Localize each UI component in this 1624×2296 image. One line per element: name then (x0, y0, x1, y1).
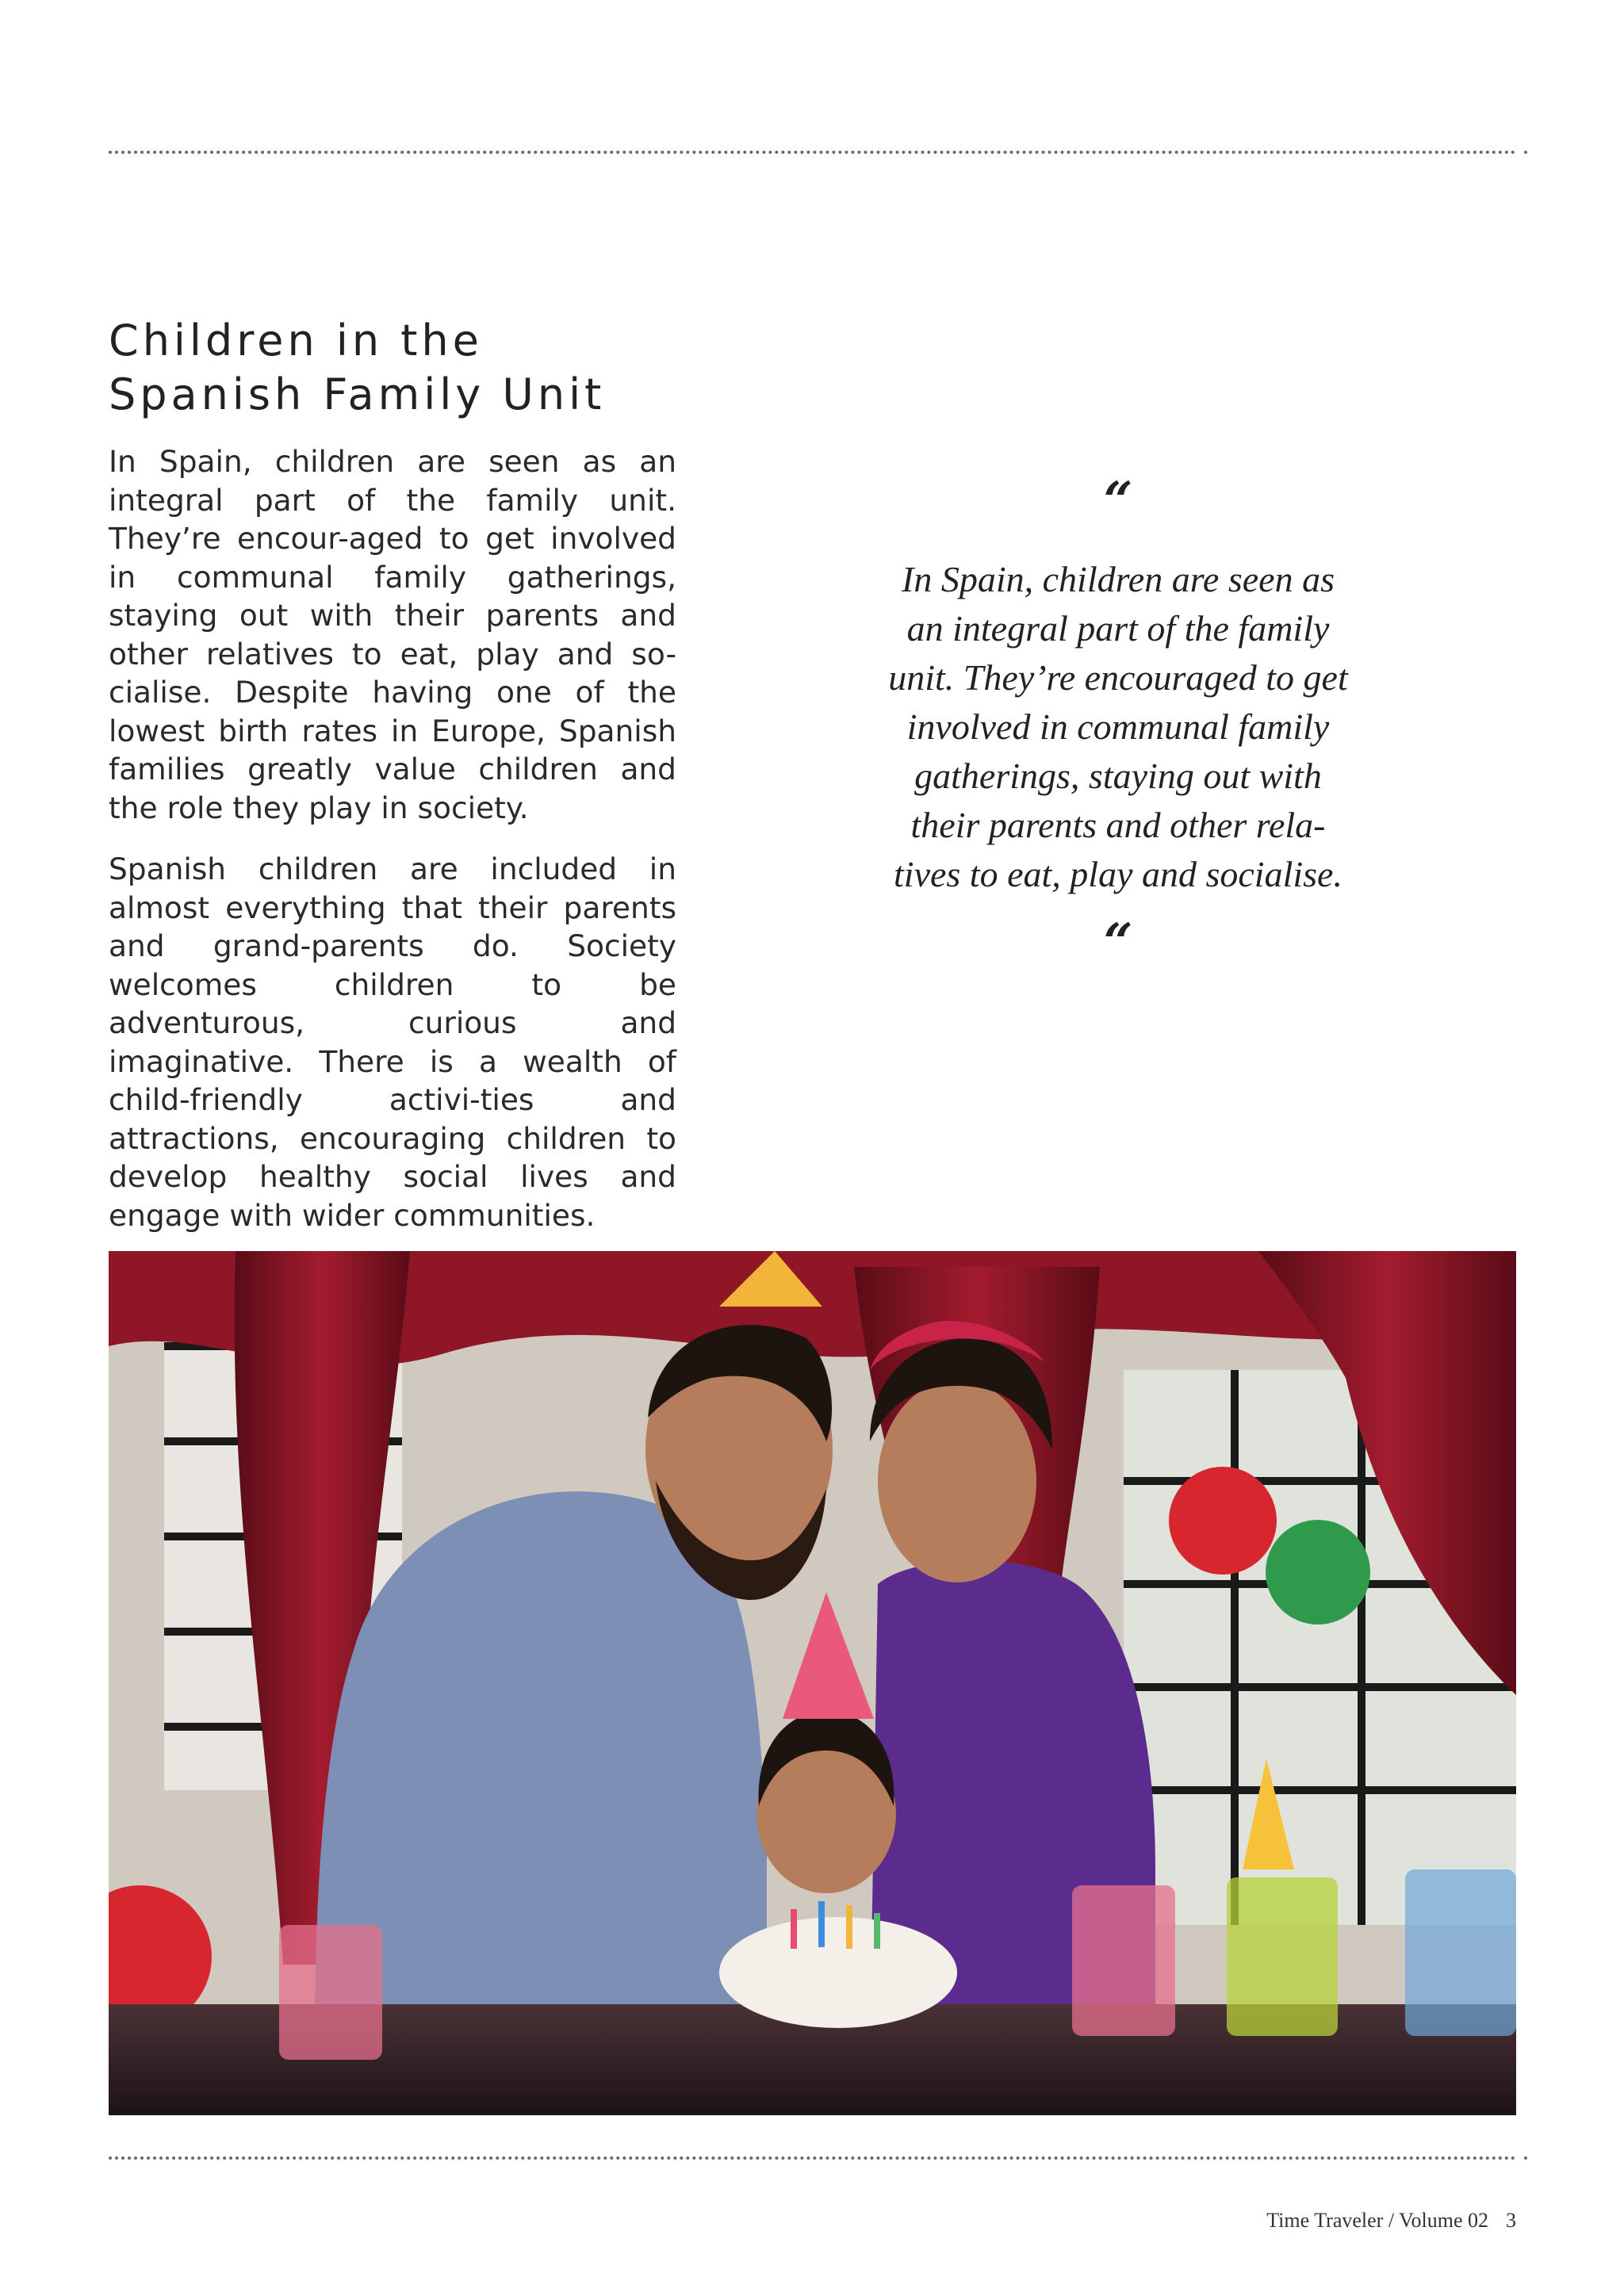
birthday-cake (719, 1917, 957, 2028)
article-body (109, 442, 676, 1257)
article-title: Children in the Spanish Family Unit (109, 316, 606, 419)
rule-end-dot (1524, 2156, 1527, 2160)
publication-name: Time Traveler / Volume 02 (1266, 2209, 1488, 2232)
top-dotted-rule (109, 151, 1516, 154)
open-quote-mark: “ (1103, 471, 1133, 530)
rule-end-dot (1524, 151, 1527, 154)
pink-glass (279, 1925, 382, 2060)
bottom-dotted-rule (109, 2156, 1516, 2160)
close-quote-mark: “ (1103, 913, 1133, 972)
page-number: 3 (1506, 2209, 1516, 2232)
family-birthday-photo (109, 1251, 1516, 2115)
pink-glass-right (1072, 1885, 1175, 2036)
blue-glass (1405, 1869, 1516, 2036)
photo-illustration (109, 1251, 1516, 2115)
pull-quote: In Spain, children are seen as an integral part of the family unit. They’re encouraged to get involved in communal family gatherings, staying out with their parents and other rela-tives to eat, play and socialise. (888, 559, 1348, 894)
page-footer (1150, 2209, 1516, 2233)
green-balloon (1266, 1520, 1370, 1624)
body-paragraph-2: Spanish children are included in almost everything that their parents and grand-parents do. Society welcomes children to be adventurous, curious and imaginative. There is a wealth of child-friendly activi-ties and attractions, encouraging children to develop healthy social lives and engage with wider communities. (109, 851, 676, 1233)
body-paragraph-1: In Spain, children are seen as an integral part of the family unit. They’re encour-aged to get involved in communal family gatherings, staying out with their parents and other relatives to eat, play and so-cialise. Despite having one of the lowest birth rates in Europe, Spanish families greatly value children and the role they play in society. (109, 444, 676, 825)
green-glass (1227, 1877, 1338, 2036)
mother-face (878, 1380, 1036, 1582)
red-balloon (1169, 1467, 1277, 1575)
